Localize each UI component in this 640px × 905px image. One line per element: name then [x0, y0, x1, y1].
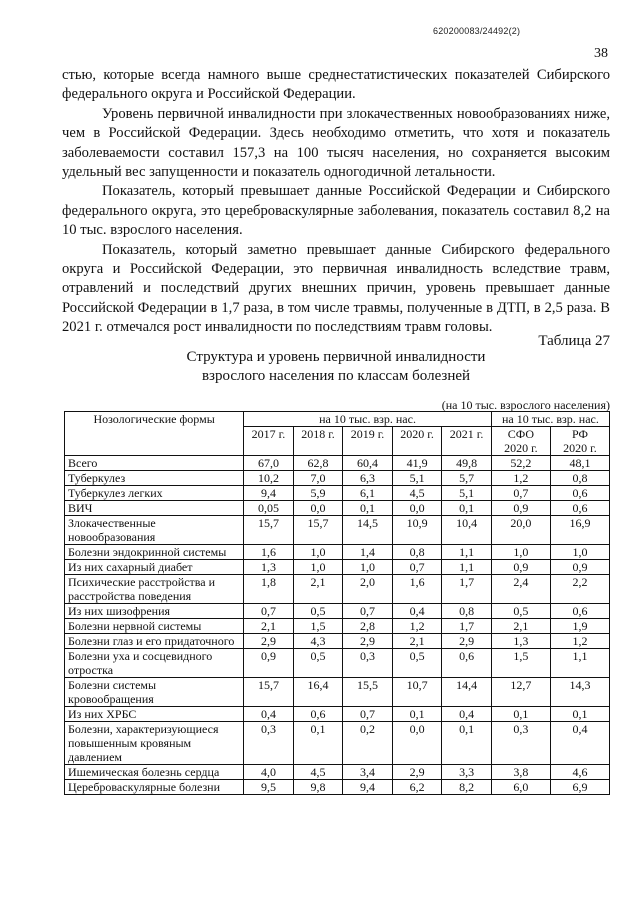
- table-cell: 2,0: [343, 575, 393, 604]
- table-cell: 2,8: [343, 619, 393, 634]
- table-row: [65, 545, 610, 560]
- table-cell: 16,4: [293, 678, 343, 707]
- table-row: [65, 575, 610, 604]
- table-cell: 2,9: [244, 634, 294, 649]
- table-row: [65, 634, 610, 649]
- table-cell: 5,7: [442, 471, 492, 486]
- table-cell: 9,8: [293, 780, 343, 795]
- paragraph: Уровень первичной инвалидности при злокачественных новообразованиях ниже, чем в Российской Федерации. Здесь необходимо отметить, что хотя и показатель заболеваемости составил 157,3 на 100 тысяч населения, но сохраняется высоким удельный вес запущенности и показатель одногодичной летальности.: [62, 105, 610, 181]
- table-row: [65, 456, 610, 471]
- table-row: [65, 501, 610, 516]
- table-cell: 41,9: [392, 456, 442, 471]
- table-cell: 1,4: [343, 545, 393, 560]
- table-row: [65, 707, 610, 722]
- table-cell: 1,7: [442, 575, 492, 604]
- table-title: [62, 348, 610, 386]
- table-cell: 48,1: [550, 456, 609, 471]
- table-cell: 20,0: [491, 516, 550, 545]
- table-cell: 62,8: [293, 456, 343, 471]
- table-cell: 0,1: [392, 707, 442, 722]
- table-row: [65, 486, 610, 501]
- table-cell: 2,1: [491, 619, 550, 634]
- table-row: [65, 516, 610, 545]
- table-cell: 15,7: [293, 516, 343, 545]
- table-cell: 0,1: [343, 501, 393, 516]
- table-cell: 3,8: [491, 765, 550, 780]
- table-cell: 1,0: [491, 545, 550, 560]
- table-cell: 60,4: [343, 456, 393, 471]
- table-cell: 10,2: [244, 471, 294, 486]
- table-cell: 0,5: [293, 604, 343, 619]
- table-cell: 4,3: [293, 634, 343, 649]
- table-cell: 0,05: [244, 501, 294, 516]
- table-cell: 1,0: [343, 560, 393, 575]
- row-label: Болезни эндокринной системы: [65, 545, 244, 560]
- table-cell: 0,8: [550, 471, 609, 486]
- table-cell: 2,2: [550, 575, 609, 604]
- table-cell: 0,4: [244, 707, 294, 722]
- table-cell: 0,9: [244, 649, 294, 678]
- table-cell: 0,4: [442, 707, 492, 722]
- table-cell: 0,7: [343, 604, 393, 619]
- table-cell: 0,6: [442, 649, 492, 678]
- table-cell: 1,2: [392, 619, 442, 634]
- table-cell: 1,5: [491, 649, 550, 678]
- table-cell: 0,5: [392, 649, 442, 678]
- table-title-line: взрослого населения по классам болезней: [201, 368, 471, 384]
- table-cell: 1,2: [491, 471, 550, 486]
- table-cell: 6,2: [392, 780, 442, 795]
- table-cell: 1,0: [550, 545, 609, 560]
- col-header-compare: СФО 2020 г.: [491, 427, 550, 456]
- col-header-year: 2017 г.: [244, 427, 294, 456]
- table-cell: 3,3: [442, 765, 492, 780]
- table-row: [65, 780, 610, 795]
- table-unit-note: (на 10 тыс. взрослого населения): [441, 398, 610, 412]
- table-cell: 4,5: [392, 486, 442, 501]
- table-cell: 0,9: [491, 501, 550, 516]
- table-cell: 2,9: [343, 634, 393, 649]
- table-cell: 2,1: [293, 575, 343, 604]
- table-cell: 2,1: [392, 634, 442, 649]
- table-cell: 0,5: [491, 604, 550, 619]
- table-cell: 0,4: [550, 722, 609, 765]
- table-cell: 0,6: [550, 604, 609, 619]
- col-group-local: на 10 тыс. взр. нас.: [244, 412, 492, 427]
- table-cell: 1,6: [392, 575, 442, 604]
- row-label: ВИЧ: [65, 501, 244, 516]
- table-cell: 14,3: [550, 678, 609, 707]
- table-cell: 0,3: [244, 722, 294, 765]
- paragraph: стью, которые всегда намного выше среднестатистических показателей Сибирского федерального округа и Российской Федерации.: [62, 67, 610, 103]
- table-cell: 1,6: [244, 545, 294, 560]
- table-cell: 0,0: [293, 501, 343, 516]
- table-cell: 1,3: [244, 560, 294, 575]
- row-label: Туберкулез: [65, 471, 244, 486]
- table-cell: 4,0: [244, 765, 294, 780]
- table-cell: 0,8: [392, 545, 442, 560]
- table-cell: 12,7: [491, 678, 550, 707]
- body-text: [62, 66, 610, 338]
- table-title-line: Структура и уровень первичной инвалидности: [186, 349, 486, 365]
- table-cell: 15,5: [343, 678, 393, 707]
- table-cell: 4,6: [550, 765, 609, 780]
- table-cell: 10,4: [442, 516, 492, 545]
- row-label: Из них сахарный диабет: [65, 560, 244, 575]
- table-cell: 9,5: [244, 780, 294, 795]
- table-cell: 0,0: [392, 501, 442, 516]
- table-cell: 1,1: [442, 545, 492, 560]
- table-cell: 4,5: [293, 765, 343, 780]
- table-cell: 2,4: [491, 575, 550, 604]
- table-cell: 7,0: [293, 471, 343, 486]
- row-label: Болезни глаз и его придаточного: [65, 634, 244, 649]
- table-row: [65, 604, 610, 619]
- table-cell: 2,1: [244, 619, 294, 634]
- table-cell: 0,0: [392, 722, 442, 765]
- table-cell: 49,8: [442, 456, 492, 471]
- row-label: Всего: [65, 456, 244, 471]
- row-label: Психические расстройства и расстройства поведения: [65, 575, 244, 604]
- table-cell: 9,4: [343, 780, 393, 795]
- row-label: Болезни нервной системы: [65, 619, 244, 634]
- table-cell: 5,1: [442, 486, 492, 501]
- table-cell: 2,9: [392, 765, 442, 780]
- table-cell: 3,4: [343, 765, 393, 780]
- row-label: Из них ХРБС: [65, 707, 244, 722]
- row-label: Болезни, характеризующиеся повышенным кровяным давлением: [65, 722, 244, 765]
- table-cell: 0,9: [491, 560, 550, 575]
- table-cell: 1,9: [550, 619, 609, 634]
- table-row: [65, 619, 610, 634]
- table-cell: 0,6: [550, 486, 609, 501]
- table-cell: 52,2: [491, 456, 550, 471]
- row-label: Злокачественные новообразования: [65, 516, 244, 545]
- table-row: [65, 471, 610, 486]
- table-cell: 14,4: [442, 678, 492, 707]
- row-label: Туберкулез легких: [65, 486, 244, 501]
- table-cell: 0,7: [244, 604, 294, 619]
- table-cell: 0,7: [392, 560, 442, 575]
- table-cell: 6,3: [343, 471, 393, 486]
- table-cell: 6,1: [343, 486, 393, 501]
- table-cell: 1,5: [293, 619, 343, 634]
- table-cell: 0,1: [491, 707, 550, 722]
- table-cell: 1,7: [442, 619, 492, 634]
- paragraph: Показатель, который заметно превышает данные Сибирского федерального округа и Российской Федерации, это первичная инвалидность вследствие травм, отравлений и последствий других внешних причин, уровень превышает данные Российской Федерации в 1,7 раза, в том числе травмы, полученные в ДТП, в 2,5 раза. В 2021 г. отмечался рост инвалидности по последствиям травм головы.: [62, 241, 610, 336]
- table-cell: 9,4: [244, 486, 294, 501]
- table-cell: 10,9: [392, 516, 442, 545]
- document-id: 620200083/24492(2): [433, 26, 521, 36]
- col-header-compare: РФ 2020 г.: [550, 427, 609, 456]
- table-cell: 5,9: [293, 486, 343, 501]
- table-cell: 0,2: [343, 722, 393, 765]
- table-cell: 0,4: [392, 604, 442, 619]
- table-row: [65, 765, 610, 780]
- table-cell: 0,8: [442, 604, 492, 619]
- row-label: Из них шизофрения: [65, 604, 244, 619]
- table-cell: 10,7: [392, 678, 442, 707]
- table-cell: 15,7: [244, 678, 294, 707]
- table-cell: 67,0: [244, 456, 294, 471]
- row-label: Болезни системы кровообращения: [65, 678, 244, 707]
- table-cell: 6,0: [491, 780, 550, 795]
- table-cell: 0,5: [293, 649, 343, 678]
- col-header-year: 2018 г.: [293, 427, 343, 456]
- table-cell: 0,7: [343, 707, 393, 722]
- col-header-year: 2021 г.: [442, 427, 492, 456]
- table-cell: 1,3: [491, 634, 550, 649]
- table-label: Таблица 27: [538, 333, 610, 349]
- table-cell: 0,1: [293, 722, 343, 765]
- table-cell: 1,1: [442, 560, 492, 575]
- col-header-year: 2019 г.: [343, 427, 393, 456]
- table-cell: 6,9: [550, 780, 609, 795]
- table-cell: 0,1: [442, 501, 492, 516]
- col-header-nosology: Нозологические формы: [65, 412, 244, 456]
- row-label: Ишемическая болезнь сердца: [65, 765, 244, 780]
- table-cell: 0,3: [491, 722, 550, 765]
- table-cell: 1,8: [244, 575, 294, 604]
- page-number: 38: [594, 46, 608, 61]
- table-cell: 1,0: [293, 545, 343, 560]
- row-label: Цереброваскулярные болезни: [65, 780, 244, 795]
- disability-table: [64, 411, 610, 795]
- table-cell: 1,2: [550, 634, 609, 649]
- table-cell: 0,6: [293, 707, 343, 722]
- table-cell: 0,7: [491, 486, 550, 501]
- table-cell: 2,9: [442, 634, 492, 649]
- table-cell: 0,3: [343, 649, 393, 678]
- table-cell: 0,9: [550, 560, 609, 575]
- col-group-compare: на 10 тыс. взр. нас.: [491, 412, 609, 427]
- table-cell: 8,2: [442, 780, 492, 795]
- table-row: [65, 560, 610, 575]
- table-cell: 0,1: [550, 707, 609, 722]
- table-row: [65, 722, 610, 765]
- table-cell: 15,7: [244, 516, 294, 545]
- table-cell: 1,1: [550, 649, 609, 678]
- col-header-year: 2020 г.: [392, 427, 442, 456]
- row-label: Болезни уха и сосцевидного отростка: [65, 649, 244, 678]
- paragraph: Показатель, который превышает данные Российской Федерации и Сибирского федерального округа, это цереброваскулярные заболевания, показатель составил 8,2 на 10 тыс. взрослого населения.: [62, 183, 610, 239]
- table-row: [65, 678, 610, 707]
- table-cell: 5,1: [392, 471, 442, 486]
- table-cell: 0,1: [442, 722, 492, 765]
- table-cell: 16,9: [550, 516, 609, 545]
- table-cell: 14,5: [343, 516, 393, 545]
- table-cell: 1,0: [293, 560, 343, 575]
- table-row: [65, 649, 610, 678]
- table-cell: 0,6: [550, 501, 609, 516]
